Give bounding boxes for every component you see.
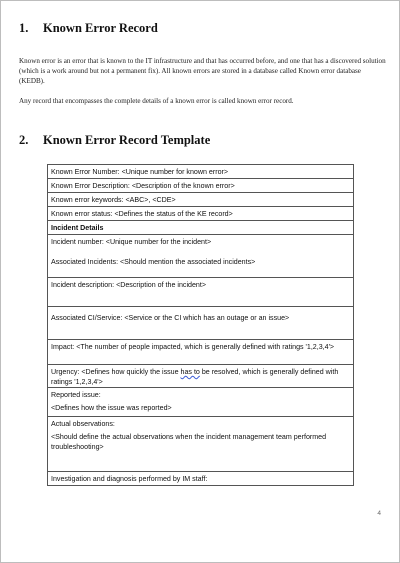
reported-issue-label: Reported issue: <box>51 391 101 399</box>
table-row <box>48 193 354 207</box>
incident-description-cell: Incident description: <Description of the incident> <box>48 278 354 307</box>
section-2-number: 2. <box>19 133 29 147</box>
known-error-keywords-cell: Known error keywords: <ABC>, <CDE> <box>48 193 354 207</box>
incident-number-text: Incident number: <Unique number for the incident> <box>51 238 212 246</box>
urgency-flagged-text: has to <box>180 368 200 376</box>
table-row <box>48 472 354 486</box>
table-row <box>48 207 354 221</box>
reported-issue-cell <box>48 388 354 417</box>
section-1-paragraph-2: Any record that encompasses the complete details of a known error is called known error record. <box>19 97 294 105</box>
table-row <box>48 235 354 278</box>
actual-observations-label: Actual observations: <box>51 420 115 428</box>
incident-details-heading: Incident Details <box>51 224 104 232</box>
urgency-text-end: be resolved, which is generally defined with ratings '1,2,3,4'> <box>51 368 339 386</box>
impact-cell: Impact: <The number of people impacted, which is generally defined with ratings '1,2,3,4'> <box>48 340 354 365</box>
table-row <box>48 278 354 307</box>
table-row <box>48 388 354 417</box>
incident-number-cell <box>48 235 354 278</box>
reported-issue-value: <Defines how the issue was reported> <box>51 404 172 412</box>
actual-observations-value: <Should define the actual observations when the incident management team performed troubleshooting> <box>51 433 327 451</box>
section-1-number: 1. <box>19 21 29 35</box>
table-row <box>48 417 354 472</box>
associated-incidents-text: Associated Incidents: <Should mention the associated incidents> <box>51 258 256 266</box>
actual-observations-cell <box>48 417 354 472</box>
table-row <box>48 165 354 179</box>
section-1-paragraph-1: Known error is an error that is known to the IT infrastructure and that has occurred before, and one that has a discovered solution (which is a work around but not a permanent fix). All known errors are stored in a database called Known error database (KEDB). <box>19 57 386 86</box>
table-row <box>48 307 354 340</box>
table-row <box>48 365 354 388</box>
section-2-title: Known Error Record Template <box>43 133 211 147</box>
known-error-template-table <box>47 164 354 486</box>
table-row <box>48 221 354 235</box>
urgency-text-start: Urgency: <Defines how quickly the issue <box>51 368 181 376</box>
page-number: 4 <box>377 510 381 517</box>
known-error-description-cell: Known Error Description: <Description of the known error> <box>48 179 354 193</box>
associated-ci-service-cell: Associated CI/Service: <Service or the CI which has an outage or an issue> <box>48 307 354 340</box>
section-1-title: Known Error Record <box>43 21 158 35</box>
incident-details-heading-cell <box>48 221 354 235</box>
table-row <box>48 340 354 365</box>
known-error-status-cell: Known error status: <Defines the status of the KE record> <box>48 207 354 221</box>
investigation-cell: Investigation and diagnosis performed by IM staff: <box>48 472 354 486</box>
section-2-heading <box>19 133 210 148</box>
urgency-cell <box>48 365 354 388</box>
section-1-heading <box>19 21 158 36</box>
table-row <box>48 179 354 193</box>
known-error-number-cell: Known Error Number: <Unique number for known error> <box>48 165 354 179</box>
